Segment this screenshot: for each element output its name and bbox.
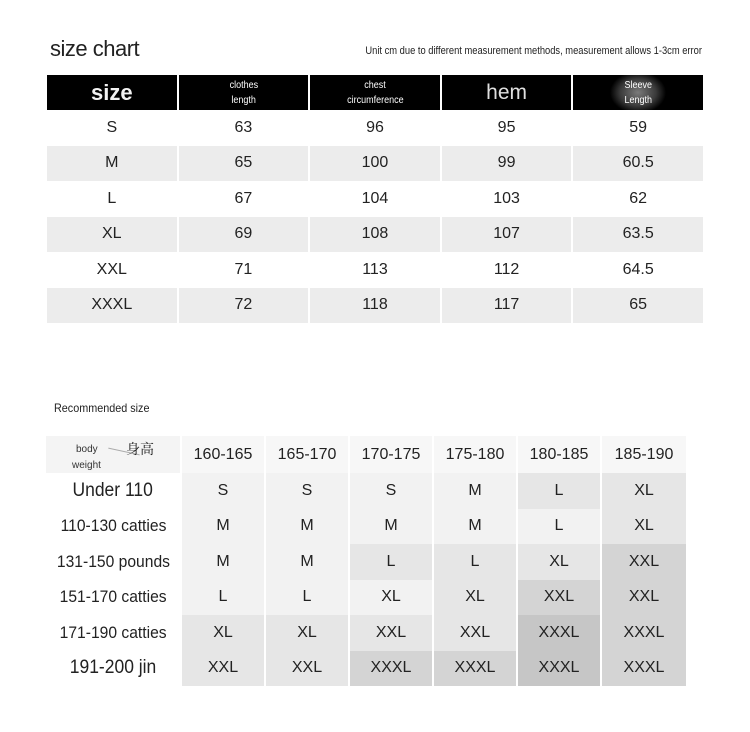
recommended-size-cell: L [434,544,516,580]
height-range-header: 175-180 [434,436,516,473]
weight-label: 171-190 catties [59,622,167,642]
size-chart-row [47,110,703,146]
recommended-size-cell: XL [518,544,600,580]
recommended-size-cell: XXXL [518,651,600,687]
size-chart-cell: 118 [310,288,440,324]
recommended-size-cell: XXXL [350,651,432,687]
size-chart-cell: 65 [179,146,309,182]
recommended-row [46,509,700,545]
weight-label-cell [46,509,180,545]
size-chart-cell: 60.5 [573,146,703,182]
corner-cell [46,436,180,473]
size-chart-cell: S [106,118,118,136]
size-chart-cell: 71 [234,260,253,278]
size-chart-cell: 62 [629,189,648,207]
weight-label-cell [46,580,180,616]
recommended-size-cell: M [350,509,432,545]
recommended-size-cell: L [350,544,432,580]
recommended-row [46,544,700,580]
recommended-row [46,580,700,616]
recommended-size-cell: M [266,509,348,545]
size-chart-header-row [47,75,703,110]
recommended-size-cell: L [518,473,600,509]
size-chart-row [47,217,703,253]
recommended-size-cell: XL [602,473,686,509]
size-chart-row [47,146,703,182]
recommended-size-cell: XXL [182,651,264,687]
size-chart-cell: 95 [497,118,516,136]
recommended-size-cell: XL [602,509,686,545]
recommended-size-cell: S [266,473,348,509]
height-range-header: 160-165 [182,436,264,473]
recommended-size-cell: L [266,580,348,616]
recommended-size-cell: XL [434,580,516,616]
recommended-size-cell: M [434,509,516,545]
recommended-row [46,651,700,687]
size-chart-cell: 96 [366,118,384,136]
recommended-size-cell: M [182,509,264,545]
weight-label: 110-130 catties [60,516,166,536]
size-chart-cell: M [47,146,177,182]
size-chart-header-cell [47,75,177,110]
size-chart-cell: 64.5 [622,260,654,278]
recommended-size-cell: S [182,473,264,509]
header-text: size [91,80,133,105]
recommended-size-cell: M [182,544,264,580]
size-chart-cell: 100 [310,146,440,182]
size-chart-cell: XXL [96,260,127,278]
size-chart-cell: 108 [310,217,440,253]
height-range-header: 180-185 [518,436,600,473]
header-text: hem [486,81,527,104]
size-chart-row [47,288,703,324]
size-chart-cell: 113 [362,260,388,278]
weight-label-cell [46,615,180,651]
size-chart-cell: 112 [493,260,520,278]
size-chart-cell: 117 [442,288,572,324]
header-text: chest [364,79,386,91]
measurement-note: Unit cm due to different measurement methods, measurement allows 1-3cm error [365,45,702,57]
header-text: circumference [346,94,404,106]
recommended-size-cell: XXXL [434,651,516,687]
header-text: clothes [229,79,258,91]
recommended-size-cell: XXXL [602,651,686,687]
recommended-size-cell: XXXL [602,615,686,651]
size-chart-cell: 67 [234,189,253,207]
recommended-size-cell: XL [266,615,348,651]
size-chart-row [47,252,703,288]
size-chart-header-cell [179,75,309,110]
recommended-size-cell: L [182,580,264,616]
size-chart-header-cell [310,75,440,110]
size-chart-cell: 103 [493,189,520,207]
size-chart-cell: 104 [361,189,389,207]
recommended-size-cell: S [350,473,432,509]
weight-label-cell [46,544,180,580]
height-range-header: 165-170 [266,436,348,473]
header-text: Sleeve [624,79,652,91]
size-chart-cell: L [107,189,117,207]
size-chart-cell: 107 [442,217,572,253]
recommended-size-cell: XXL [602,544,686,580]
recommended-size-cell: XXL [434,615,516,651]
header-text: Length [624,94,652,106]
header-text: length [231,94,256,106]
recommended-size-cell: L [518,509,600,545]
recommended-size-cell: XXL [350,615,432,651]
recommended-size-cell: XXL [518,580,600,616]
weight-label-cell [46,473,180,509]
corner-body-label: body [76,444,98,455]
recommended-row [46,473,700,509]
recommended-size-cell: M [266,544,348,580]
recommended-size-cell: XXXL [518,615,600,651]
size-chart-cell: 72 [179,288,309,324]
weight-label: 131-150 pounds [56,551,170,571]
weight-label: 151-170 catties [59,587,167,607]
size-chart-header-cell [573,75,703,110]
size-chart-cell: 63.5 [573,217,703,253]
size-chart-table [47,75,703,323]
recommended-size-cell: M [434,473,516,509]
size-chart-cell: XL [47,217,177,253]
height-range-header: 185-190 [602,436,686,473]
recommended-size-table [46,436,700,686]
weight-label: Under 110 [72,479,154,501]
size-chart-row [47,181,703,217]
recommended-size-cell: XL [350,580,432,616]
size-chart-cell: 99 [442,146,572,182]
size-chart-cell: 59 [629,118,648,136]
size-chart-cell: 63 [234,118,253,136]
recommended-row [46,615,700,651]
corner-height-label: 身高 [126,442,154,458]
page-title: size chart [50,36,140,61]
size-chart-cell: 69 [179,217,309,253]
recommended-size-cell: XXL [266,651,348,687]
recommended-size-cell: XL [182,615,264,651]
weight-label: 191-200 jin [69,657,157,679]
recommended-header-row [46,436,700,473]
size-chart-cell: 65 [573,288,703,324]
recommended-size-cell: XXL [602,580,686,616]
size-chart-header-cell [442,75,572,110]
weight-label-cell [46,651,180,687]
size-chart-cell: XXXL [47,288,177,324]
height-range-header: 170-175 [350,436,432,473]
recommended-size-title: Recommended size [54,401,150,415]
corner-weight-label: weight [72,460,101,471]
